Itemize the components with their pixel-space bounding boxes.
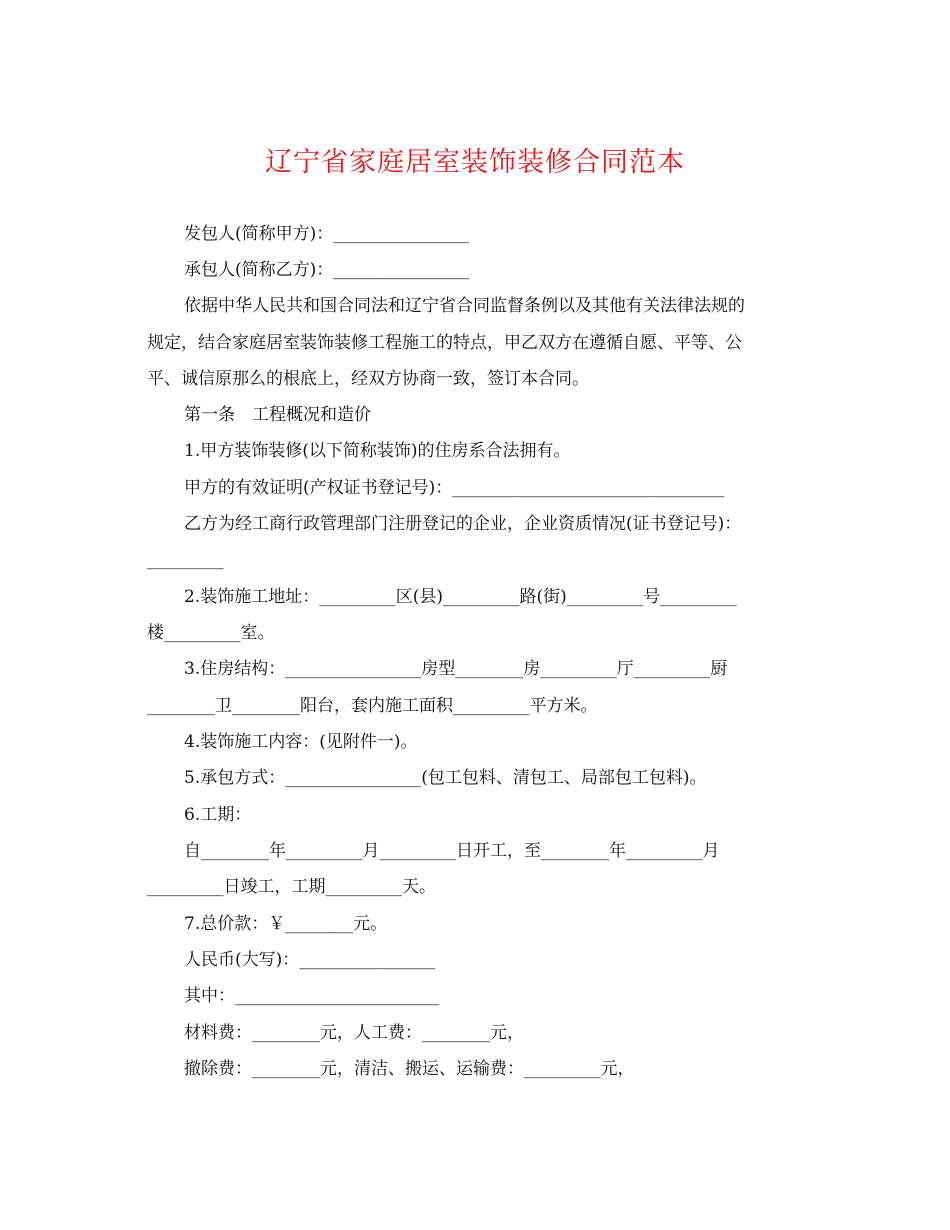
- preamble-line-1: 依据中华人民共和国合同法和辽宁省合同监督条例以及其他有关法律法规的: [184, 296, 745, 316]
- certificate-line: 甲方的有效证明(产权证书登记号)：________________________________: [184, 478, 725, 498]
- preamble-line-3: 平、诚信原那么的根底上，经双方协商一致，签订本合同。: [147, 369, 589, 389]
- qualification-line-2: _________: [147, 550, 224, 570]
- clause-4: 4.装饰施工内容：(见附件一)。: [184, 732, 418, 752]
- clause-7: 7.总价款：￥________元。: [184, 914, 388, 934]
- qualification-line-1: 乙方为经工商行政管理部门注册登记的企业，企业资质情况(证书登记号)：: [184, 514, 742, 534]
- clause-3-line-2: ________卫________阳台，套内施工面积_________平方米。: [147, 696, 598, 716]
- clause-1: 1.甲方装饰装修(以下简称装饰)的住房系合法拥有。: [184, 441, 571, 461]
- rmb-uppercase-line: 人民币(大写)：________________: [184, 950, 436, 970]
- of-which-line: 其中：________________________: [184, 986, 439, 1006]
- clause-6-heading: 6.工期：: [184, 805, 252, 825]
- article-1-heading: 第一条 工程概况和造价: [184, 405, 371, 425]
- party-b-line: 承包人(简称乙方)：________________: [184, 260, 470, 280]
- clause-2-line-2: 楼_________室。: [147, 623, 275, 643]
- clause-2-line-1: 2.装饰施工地址：_________区(县)_________路(街)_________号_________: [184, 587, 737, 607]
- clause-3-line-1: 3.住房结构：________________房型________房_________厅_________厨: [184, 659, 728, 679]
- preamble-line-2: 规定，结合家庭居室装饰装修工程施工的特点，甲乙双方在遵循自愿、平等、公: [147, 333, 742, 353]
- clause-6-line-2: _________日竣工，工期_________天。: [147, 877, 436, 897]
- clause-5: 5.承包方式：________________(包工包料、清包工、局部包工包料)。: [184, 768, 707, 788]
- material-labor-fee-line: 材料费：________元，人工费：________元，: [184, 1023, 524, 1043]
- demolition-cleaning-fee-line: 撤除费：________元，清洁、搬运、运输费：_________元，: [184, 1059, 635, 1079]
- clause-6-line-1: 自________年_________月_________日开工，至________年_________月: [184, 841, 720, 861]
- document-title: 辽宁省家庭居室装饰装修合同范本: [265, 147, 685, 178]
- party-a-line: 发包人(简称甲方)：________________: [184, 224, 470, 244]
